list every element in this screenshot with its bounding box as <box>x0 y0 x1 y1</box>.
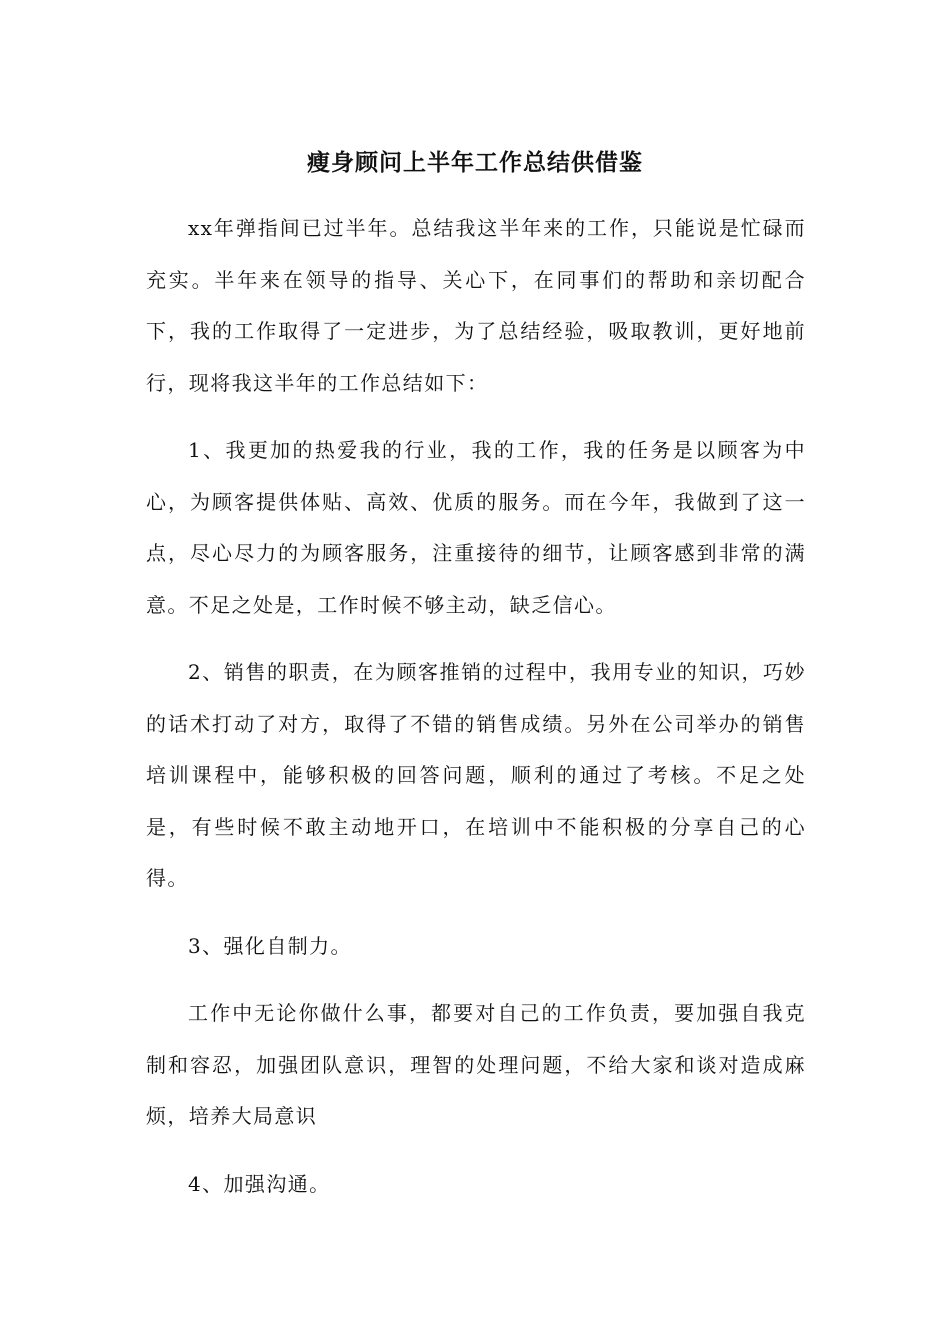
document-body <box>146 203 806 1226</box>
paragraph-item-3-body: 工作中无论你做什么事，都要对自己的工作负责，要加强自我克制和容忍，加强团队意识，理智的处理问题，不给大家和谈对造成麻烦，培养大局意识 <box>146 1001 806 1128</box>
paragraph-intro: xx年弹指间已过半年。总结我这半年来的工作，只能说是忙碌而充实。半年来在领导的指导、关心下，在同事们的帮助和亲切配合下，我的工作取得了一定进步，为了总结经验，吸取教训，更好地前行，现将我这半年的工作总结如下： <box>146 216 806 395</box>
paragraph-item-2: 2、销售的职责，在为顾客推销的过程中，我用专业的知识，巧妙的话术打动了对方，取得了不错的销售成绩。另外在公司举办的销售培训课程中，能够积极的回答问题，顺利的通过了考核。不足之处是，有些时候不敢主动地开口，在培训中不能积极的分享自己的心得。 <box>146 660 806 890</box>
document-title: 瘦身顾问上半年工作总结供借鉴 <box>307 149 643 176</box>
paragraph-item-1: 1、我更加的热爱我的行业，我的工作，我的任务是以顾客为中心，为顾客提供体贴、高效、优质的服务。而在今年，我做到了这一点，尽心尽力的为顾客服务，注重接待的细节，让顾客感到非常的满意。不足之处是，工作时候不够主动，缺乏信心。 <box>146 438 806 617</box>
paragraph-item-3-heading: 3、强化自制力。 <box>188 933 352 958</box>
paragraph-item-4-heading: 4、加强沟通。 <box>188 1171 331 1196</box>
